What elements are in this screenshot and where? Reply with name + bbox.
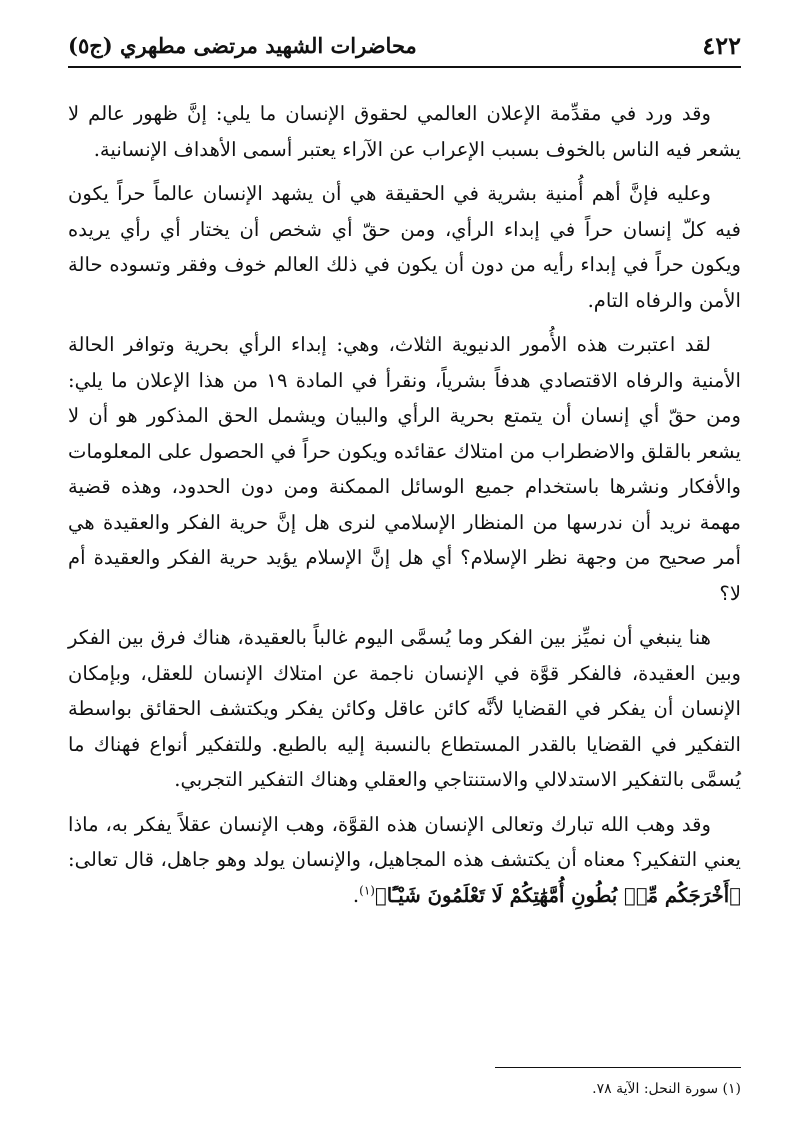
footnote: (١) سورة النحل: الآية ٧٨. xyxy=(592,1081,741,1097)
header-divider xyxy=(68,66,741,68)
paragraph-declaration: وقد ورد في مقدِّمة الإعلان العالمي لحقوق الإنسان ما يلي: إنَّ ظهور عالم لا يشعر فيه الناس بالخوف بسبب الإعراب عن الآراء يعتبر أسمى الأهداف الإنسانية. xyxy=(68,102,741,161)
footnote-divider xyxy=(495,1067,741,1068)
paragraph-text: وقد وهب الله تبارك وتعالى الإنسان هذه القوَّة، وهب الإنسان عقلاً يفكر به، ماذا يعني التفكير؟ معناه أن يكتشف هذه المجاهيل، والإنسان يولد وهو جاهل، قال تعالى: xyxy=(68,812,741,871)
paragraph-human-aspiration: وعليه فإنَّ أهم أُمنية بشرية في الحقيقة هي أن يشهد الإنسان عالماً حراً يكون فيه كلّ إنسان حراً في إبداء الرأي، ومن حقّ أي شخص أن يختار أي رأي يريده ويكون حراً في إبداء رأيه من دون أن يكون في ذلك العالم خوف وفقر وتسوده حالة الأمن والرفاه التام. xyxy=(68,182,741,312)
footnote-reference[interactable]: (١) xyxy=(359,882,375,897)
end-punctuation: . xyxy=(352,883,360,907)
paragraph-god-given-reason xyxy=(68,807,741,914)
running-title: محاضرات الشهيد مرتضى مطهري (ج٥) xyxy=(68,32,417,58)
paragraph-article-19: لقد اعتبرت هذه الأُمور الدنيوية الثلاث، وهي: إبداء الرأي بحرية وتوافر الحالة الأمنية والرفاه الاقتصادي هدفاً بشرياً، ونقرأ في المادة ١٩ من هذا الإعلان ما يلي: ومن حقّ أي إنسان أن يتمتع بحرية الرأي والبيان ويشمل الحق المذكور هو أن لا يشعر بالقلق والاضطراب من امتلاك عقائده ويكون حراً في الحصول على المعلومات والأفكار ونشرها باستخدام جميع الوسائل الممكنة ومن دون الحدود، وهذه قضية مهمة نريد أن ندرسها من المنظار الإسلامي لنرى هل إنَّ حرية الفكر والعقيدة هي أمر صحيح من وجهة نظر الإسلام؟ أي هل إنَّ الإسلام يؤيد حرية الفكر والعقيدة أم لا؟ xyxy=(68,333,742,605)
quran-verse: ﴿أَخْرَجَكُم مِّنۢ بُطُونِ أُمَّهَٰتِكُمْ لَا تَعْلَمُونَ شَيْـًٔا﴾ xyxy=(374,883,741,907)
body-text xyxy=(68,96,741,922)
paragraph-thought-vs-belief: هنا ينبغي أن نميِّز بين الفكر وما يُسمَّى اليوم غالباً بالعقيدة، هناك فرق بين الفكر وبين العقيدة، فالفكر قوَّة في الإنسان ناجمة عن امتلاك الإنسان للعقل، وبإمكان الإنسان أن يفكر في القضايا لأنَّه كائن عاقل وكائن يفكر ويكتشف الحقائق بواسطة التفكير في القضايا بالقدر المستطاع بالنسبة إليه بالطبع. وللتفكير أنواع فهناك ما يُسمَّى بالتفكير الاستدلالي والاستنتاجي والعقلي وهناك التفكير التجربي. xyxy=(68,626,741,791)
page-number: ٤٢٢ xyxy=(702,30,741,60)
page-header xyxy=(68,28,741,62)
